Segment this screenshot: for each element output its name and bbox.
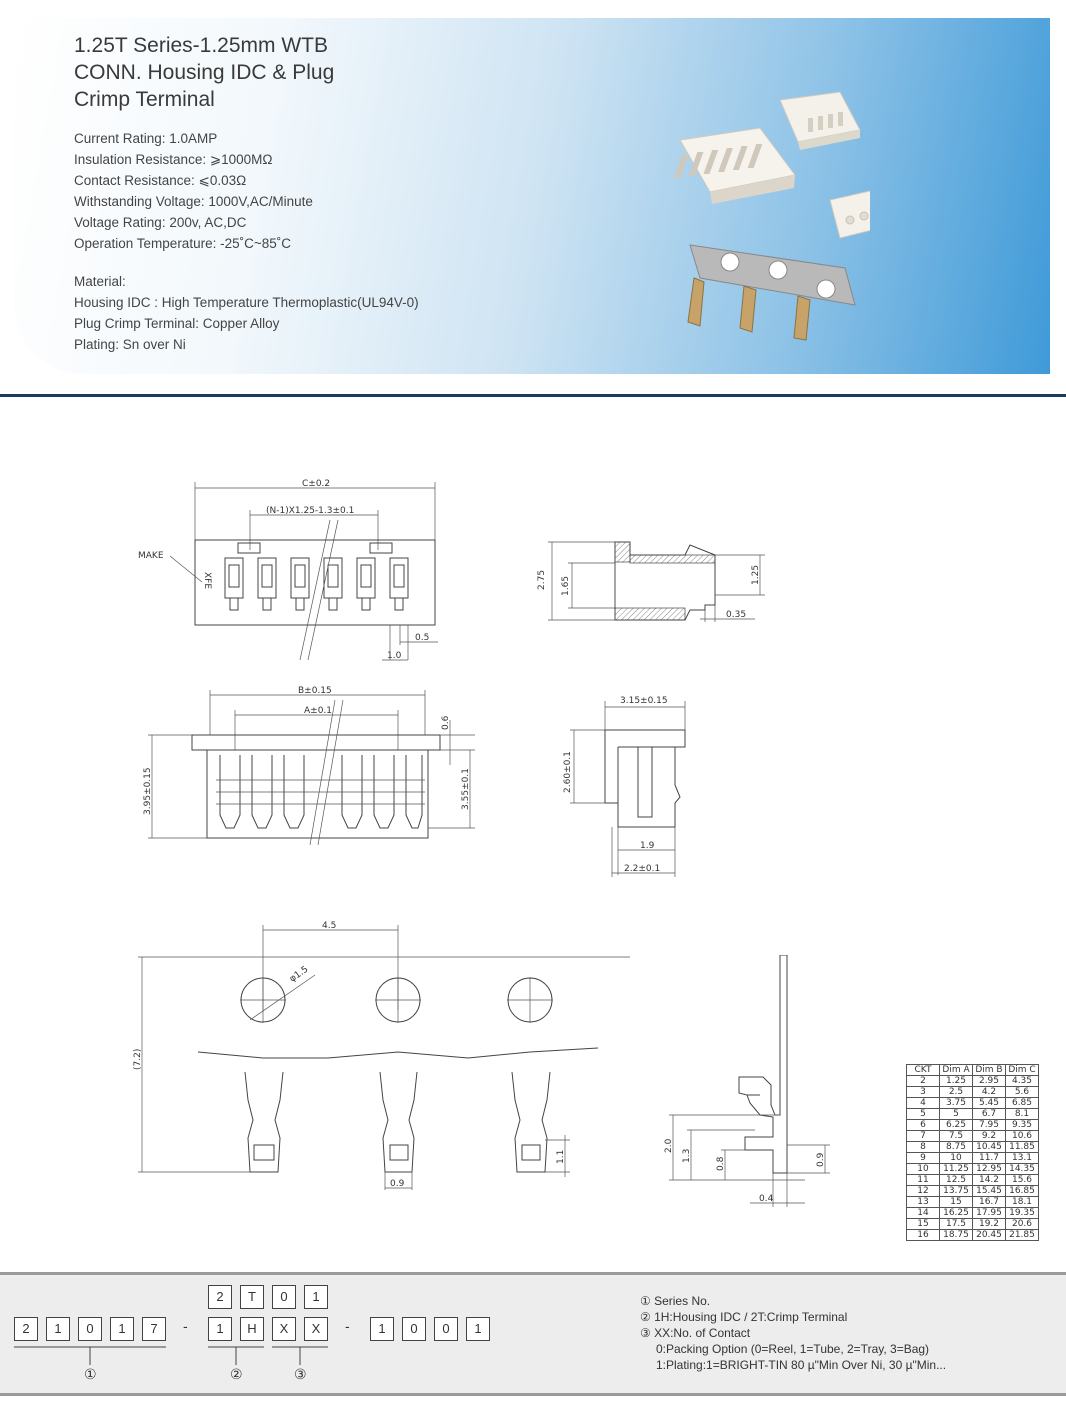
table-cell: 10.45 — [973, 1142, 1006, 1153]
table-cell: 20.45 — [973, 1230, 1006, 1241]
top-view-drawing — [130, 470, 460, 670]
table-cell: 3.75 — [940, 1098, 973, 1109]
table-cell: 12.5 — [940, 1175, 973, 1186]
table-cell: 12 — [907, 1186, 940, 1197]
table-cell: 6.7 — [973, 1109, 1006, 1120]
table-cell: 7.5 — [940, 1131, 973, 1142]
housing-photo-2 — [674, 128, 795, 204]
dim-1.3: 1.3 — [682, 1148, 692, 1163]
dim-3.95: 3.95±0.15 — [143, 767, 153, 815]
table-cell: 5 — [940, 1109, 973, 1120]
table-cell: 6.85 — [1006, 1098, 1039, 1109]
table-cell: 11 — [907, 1175, 940, 1186]
table-cell: 10.6 — [1006, 1131, 1039, 1142]
table-row — [907, 1164, 1039, 1175]
alt-code-box-2: T — [240, 1285, 264, 1309]
dim-0.5: 0.5 — [415, 633, 430, 643]
table-row — [907, 1120, 1039, 1131]
material-housing: Housing IDC : High Temperature Thermoplastic(UL94V-0) — [74, 295, 419, 310]
dim-b: B±0.15 — [298, 686, 332, 696]
label-make: MAKE — [138, 551, 164, 561]
legend-plating: 1:Plating:1=BRIGHT-TIN 80 µ"Min Over Ni, 30 µ"Min... — [656, 1358, 947, 1372]
dim-1.9: 1.9 — [640, 841, 655, 851]
table-cell: 7 — [907, 1131, 940, 1142]
suffix-box-3: 0 — [434, 1317, 458, 1341]
table-row — [907, 1109, 1039, 1120]
spec-withstanding: Withstanding Voltage: 1000V,AC/Minute — [74, 194, 313, 209]
code-box-4: X — [304, 1317, 328, 1341]
table-cell: 18.1 — [1006, 1197, 1039, 1208]
table-cell: 15.45 — [973, 1186, 1006, 1197]
marker-1: ① — [84, 1367, 97, 1383]
table-cell: 10 — [907, 1164, 940, 1175]
code-box-2: H — [240, 1317, 264, 1341]
terminal-strip-photo — [688, 245, 855, 340]
spec-voltage: Voltage Rating: 200v, AC,DC — [74, 215, 247, 230]
series-box-4: 1 — [110, 1317, 134, 1341]
table-cell: 8.1 — [1006, 1109, 1039, 1120]
marker-brackets — [0, 1275, 520, 1393]
table-cell: 10 — [940, 1153, 973, 1164]
legend-contact: ③ XX:No. of Contact — [640, 1326, 751, 1340]
terminal-side-drawing — [655, 955, 840, 1215]
table-cell: 12.95 — [973, 1164, 1006, 1175]
table-cell: 9.2 — [973, 1131, 1006, 1142]
dim-0.4: 0.4 — [759, 1194, 774, 1204]
table-cell: 19.35 — [1006, 1208, 1039, 1219]
code-box-3: X — [272, 1317, 296, 1341]
marker-2: ② — [230, 1367, 243, 1383]
code-box-1: 1 — [208, 1317, 232, 1341]
table-cell: 13 — [907, 1197, 940, 1208]
section-divider — [0, 394, 1066, 397]
dim-7.2: (7.2) — [133, 1048, 143, 1070]
table-cell: 20.6 — [1006, 1219, 1039, 1230]
table-cell: 17.5 — [940, 1219, 973, 1230]
table-row — [907, 1131, 1039, 1142]
dim-3.55: 3.55±0.1 — [461, 768, 471, 810]
part-number-panel — [0, 1272, 1066, 1396]
table-row — [907, 1186, 1039, 1197]
dim-c: C±0.2 — [302, 479, 331, 489]
alt-code-box-4: 1 — [304, 1285, 328, 1309]
suffix-box-4: 1 — [466, 1317, 490, 1341]
dim-0.35: 0.35 — [726, 610, 747, 620]
table-cell: 4.35 — [1006, 1076, 1039, 1087]
table-cell: 1.25 — [940, 1076, 973, 1087]
table-cell: 15 — [907, 1219, 940, 1230]
table-cell: 16 — [907, 1230, 940, 1241]
spec-contact: Contact Resistance: ⩽0.03Ω — [74, 173, 247, 188]
series-box-1: 2 — [14, 1317, 38, 1341]
dim-2.0: 2.0 — [664, 1138, 674, 1153]
terminal-strip-drawing — [120, 920, 640, 1190]
material-label: Material: — [74, 274, 126, 289]
front-view-drawing — [130, 680, 480, 845]
spec-current: Current Rating: 1.0AMP — [74, 131, 218, 146]
series-box-5: 7 — [142, 1317, 166, 1341]
table-cell: 8 — [907, 1142, 940, 1153]
series-box-2: 1 — [46, 1317, 70, 1341]
dim-1.25: 1.25 — [751, 564, 761, 585]
legend-type: ② 1H:Housing IDC / 2T:Crimp Terminal — [640, 1310, 848, 1324]
table-cell: 13.75 — [940, 1186, 973, 1197]
table-cell: 17.95 — [973, 1208, 1006, 1219]
legend-series: ① Series No. — [640, 1294, 711, 1308]
housing-photo-1 — [780, 92, 860, 150]
suffix-box-2: 0 — [402, 1317, 426, 1341]
table-row — [907, 1175, 1039, 1186]
table-cell: 18.75 — [940, 1230, 973, 1241]
dim-1.0: 1.0 — [387, 651, 402, 661]
dim-2.60: 2.60±0.1 — [563, 751, 573, 793]
table-cell: 7.95 — [973, 1120, 1006, 1131]
header-ckt: CKT — [907, 1065, 940, 1076]
table-header-row — [907, 1065, 1039, 1076]
table-cell: 19.2 — [973, 1219, 1006, 1230]
table-cell: 5.45 — [973, 1098, 1006, 1109]
table-row — [907, 1098, 1039, 1109]
table-cell: 16.7 — [973, 1197, 1006, 1208]
dim-0.8: 0.8 — [716, 1156, 726, 1171]
table-cell: 6 — [907, 1120, 940, 1131]
table-cell: 16.25 — [940, 1208, 973, 1219]
table-row — [907, 1219, 1039, 1230]
side-view-2-drawing — [550, 685, 710, 885]
dash-1: - — [183, 1318, 188, 1334]
table-row — [907, 1197, 1039, 1208]
dim-1.65: 1.65 — [561, 575, 571, 596]
dim-1.1: 1.1 — [556, 1149, 566, 1164]
table-row — [907, 1087, 1039, 1098]
header-dim-a: Dim A — [940, 1065, 973, 1076]
table-cell: 2 — [907, 1076, 940, 1087]
dim-0.6: 0.6 — [441, 715, 451, 730]
table-cell: 2.95 — [973, 1076, 1006, 1087]
table-cell: 14.35 — [1006, 1164, 1039, 1175]
table-row — [907, 1142, 1039, 1153]
table-cell: 13.1 — [1006, 1153, 1039, 1164]
table-cell: 5 — [907, 1109, 940, 1120]
table-cell: 14.2 — [973, 1175, 1006, 1186]
series-box-3: 0 — [78, 1317, 102, 1341]
dim-2.75: 2.75 — [537, 569, 547, 590]
label-marking: XFE — [202, 572, 212, 590]
spec-insulation: Insulation Resistance: ⩾1000MΩ — [74, 152, 273, 167]
suffix-box-1: 1 — [370, 1317, 394, 1341]
dim-4.5: 4.5 — [322, 921, 337, 931]
spec-temperature: Operation Temperature: -25˚C~85˚C — [74, 236, 291, 251]
table-cell: 14 — [907, 1208, 940, 1219]
table-cell: 11.7 — [973, 1153, 1006, 1164]
table-cell: 11.25 — [940, 1164, 973, 1175]
table-row — [907, 1230, 1039, 1241]
dim-0.9: 0.9 — [390, 1179, 405, 1189]
header-dim-c: Dim C — [1006, 1065, 1039, 1076]
dim-a: A±0.1 — [304, 706, 333, 716]
table-cell: 9 — [907, 1153, 940, 1164]
table-cell: 6.25 — [940, 1120, 973, 1131]
table-cell: 5.6 — [1006, 1087, 1039, 1098]
table-cell: 4.2 — [973, 1087, 1006, 1098]
table-cell: 9.35 — [1006, 1120, 1039, 1131]
product-photo — [670, 90, 870, 350]
table-cell: 21.85 — [1006, 1230, 1039, 1241]
dash-2: - — [345, 1318, 350, 1334]
header-dim-b: Dim B — [973, 1065, 1006, 1076]
dim-2.2: 2.2±0.1 — [624, 864, 661, 874]
table-row — [907, 1153, 1039, 1164]
alt-code-box-3: 0 — [272, 1285, 296, 1309]
dim-dia1.5: φ1.5 — [287, 964, 311, 985]
dim-3.15: 3.15±0.15 — [620, 696, 668, 706]
table-cell: 16.85 — [1006, 1186, 1039, 1197]
title-line-2: CONN. Housing IDC & Plug — [74, 61, 335, 84]
table-cell: 8.75 — [940, 1142, 973, 1153]
table-cell: 11.85 — [1006, 1142, 1039, 1153]
dim-0.9-side: 0.9 — [816, 1152, 826, 1167]
table-cell: 15.6 — [1006, 1175, 1039, 1186]
title-line-1: 1.25T Series-1.25mm WTB — [74, 34, 329, 57]
dim-pitch: (N-1)X1.25-1.3±0.1 — [266, 506, 355, 516]
material-plating: Plating: Sn over Ni — [74, 337, 186, 352]
table-row — [907, 1076, 1039, 1087]
ckt-dimension-table — [906, 1064, 1039, 1241]
title-line-3: Crimp Terminal — [74, 88, 215, 111]
table-cell: 15 — [940, 1197, 973, 1208]
material-terminal: Plug Crimp Terminal: Copper Alloy — [74, 316, 280, 331]
marker-3: ③ — [294, 1367, 307, 1383]
table-cell: 3 — [907, 1087, 940, 1098]
table-cell: 2.5 — [940, 1087, 973, 1098]
side-view-1-drawing — [530, 530, 770, 640]
housing-photo-3 — [830, 182, 870, 238]
table-row — [907, 1208, 1039, 1219]
table-cell: 4 — [907, 1098, 940, 1109]
alt-code-box-1: 2 — [208, 1285, 232, 1309]
legend-packing: 0:Packing Option (0=Reel, 1=Tube, 2=Tray, 3=Bag) — [656, 1342, 930, 1356]
